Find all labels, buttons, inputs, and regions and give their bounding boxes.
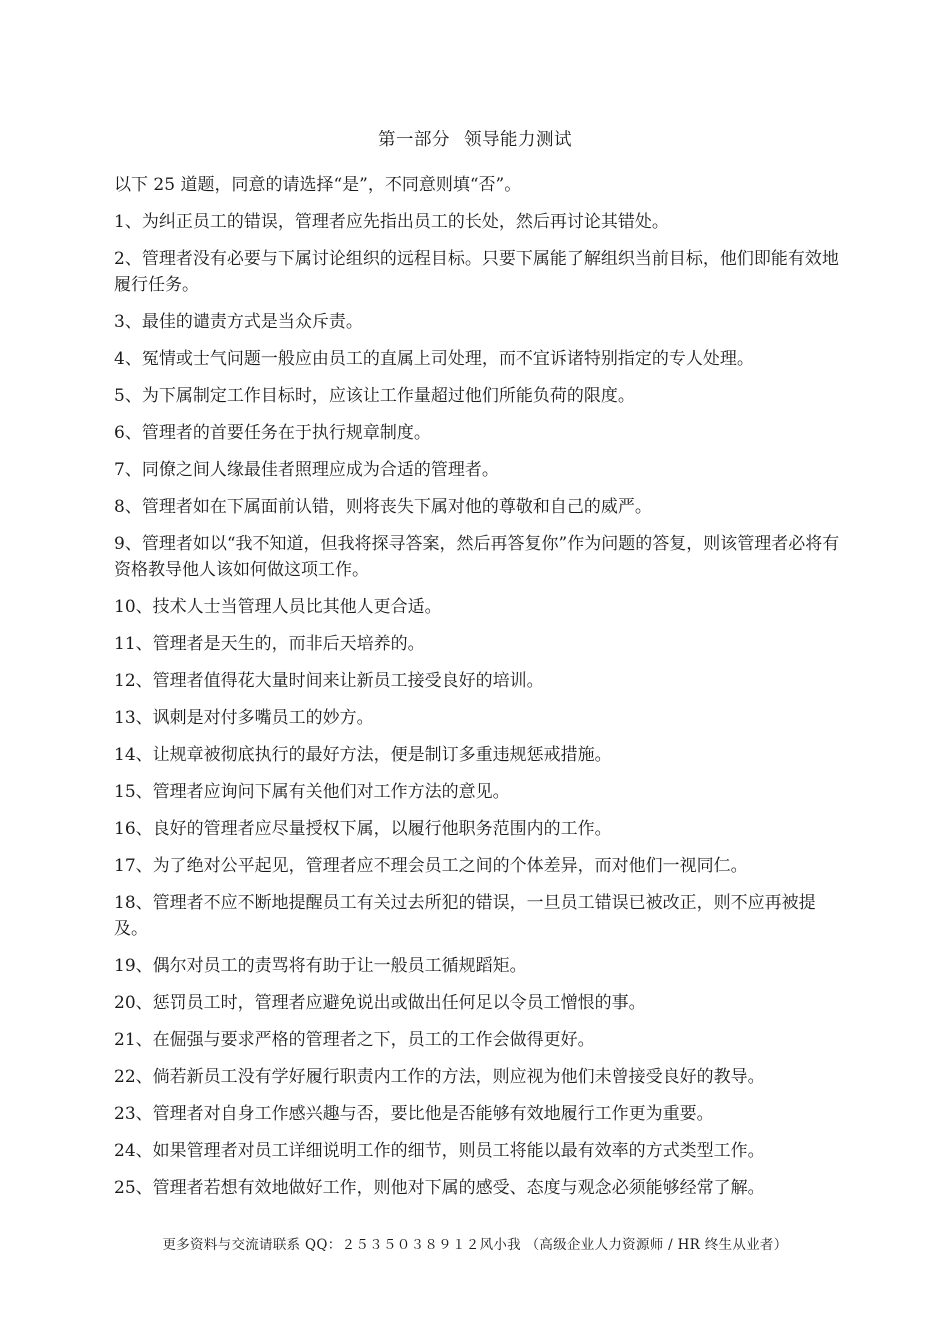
- question-19: 19、偶尔对员工的责骂将有助于让一般员工循规蹈矩。: [114, 956, 527, 976]
- page-title: 第一部分 领导能力测试: [377, 130, 573, 150]
- question-25: 25、管理者若想有效地做好工作，则他对下属的感受、态度与观念必须能够经常了解。: [114, 1178, 765, 1198]
- question-6: 6、管理者的首要任务在于执行规章制度。: [114, 423, 431, 443]
- question-10: 10、技术人士当管理人员比其他人更合适。: [114, 597, 442, 617]
- question-12: 12、管理者值得花大量时间来让新员工接受良好的培训。: [114, 671, 544, 691]
- question-23: 23、管理者对自身工作感兴趣与否，要比他是否能够有效地履行工作更为重要。: [114, 1104, 714, 1124]
- instructions: 以下 25 道题，同意的请选择“是”，不同意则填“否”。: [114, 175, 522, 195]
- question-11: 11、管理者是天生的，而非后天培养的。: [114, 634, 425, 654]
- question-14: 14、让规章被彻底执行的最好方法，便是制订多重违规惩戒措施。: [114, 745, 612, 765]
- question-17: 17、为了绝对公平起见，管理者应不理会员工之间的个体差异，而对他们一视同仁。: [114, 856, 748, 876]
- question-2: 2、管理者没有必要与下属讨论组织的远程目标。只要下属能了解组织当前目标，他们即能有效地履行任务。: [114, 249, 839, 295]
- question-24: 24、如果管理者对员工详细说明工作的细节，则员工将能以最有效率的方式类型工作。: [114, 1141, 765, 1161]
- question-list: [114, 172, 840, 1212]
- question-8: 8、管理者如在下属面前认错，则将丧失下属对他的尊敬和自己的威严。: [114, 497, 652, 517]
- question-15: 15、管理者应询问下属有关他们对工作方法的意见。: [114, 782, 510, 802]
- question-7: 7、同僚之间人缘最佳者照理应成为合适的管理者。: [114, 460, 499, 480]
- question-18: 18、管理者不应不断地提醒员工有关过去所犯的错误，一旦员工错误已被改正，则不应再被提及。: [114, 893, 816, 939]
- question-3: 3、最佳的谴责方式是当众斥责。: [114, 312, 363, 332]
- question-1: 1、为纠正员工的错误，管理者应先指出员工的长处，然后再讨论其错处。: [114, 212, 669, 232]
- question-13: 13、讽刺是对付多嘴员工的妙方。: [114, 708, 374, 728]
- question-16: 16、良好的管理者应尽量授权下属，以履行他职务范围内的工作。: [114, 819, 612, 839]
- question-21: 21、在倔强与要求严格的管理者之下，员工的工作会做得更好。: [114, 1030, 595, 1050]
- question-22: 22、倘若新员工没有学好履行职责内工作的方法，则应视为他们未曾接受良好的教导。: [114, 1067, 765, 1087]
- page-footer: 更多资料与交流请联系 QQ：２５３５０３８９１２风小我 （高级企业人力资源师 / HR 终生从业者）: [162, 1237, 788, 1253]
- question-5: 5、为下属制定工作目标时，应该让工作量超过他们所能负荷的限度。: [114, 386, 635, 406]
- question-20: 20、惩罚员工时，管理者应避免说出或做出任何足以令员工憎恨的事。: [114, 993, 646, 1013]
- question-9: 9、管理者如以“我不知道，但我将探寻答案，然后再答复你”作为问题的答复，则该管理者必将有资格教导他人该如何做这项工作。: [114, 534, 840, 580]
- question-4: 4、冤情或士气问题一般应由员工的直属上司处理，而不宜诉诸特别指定的专人处理。: [114, 349, 754, 369]
